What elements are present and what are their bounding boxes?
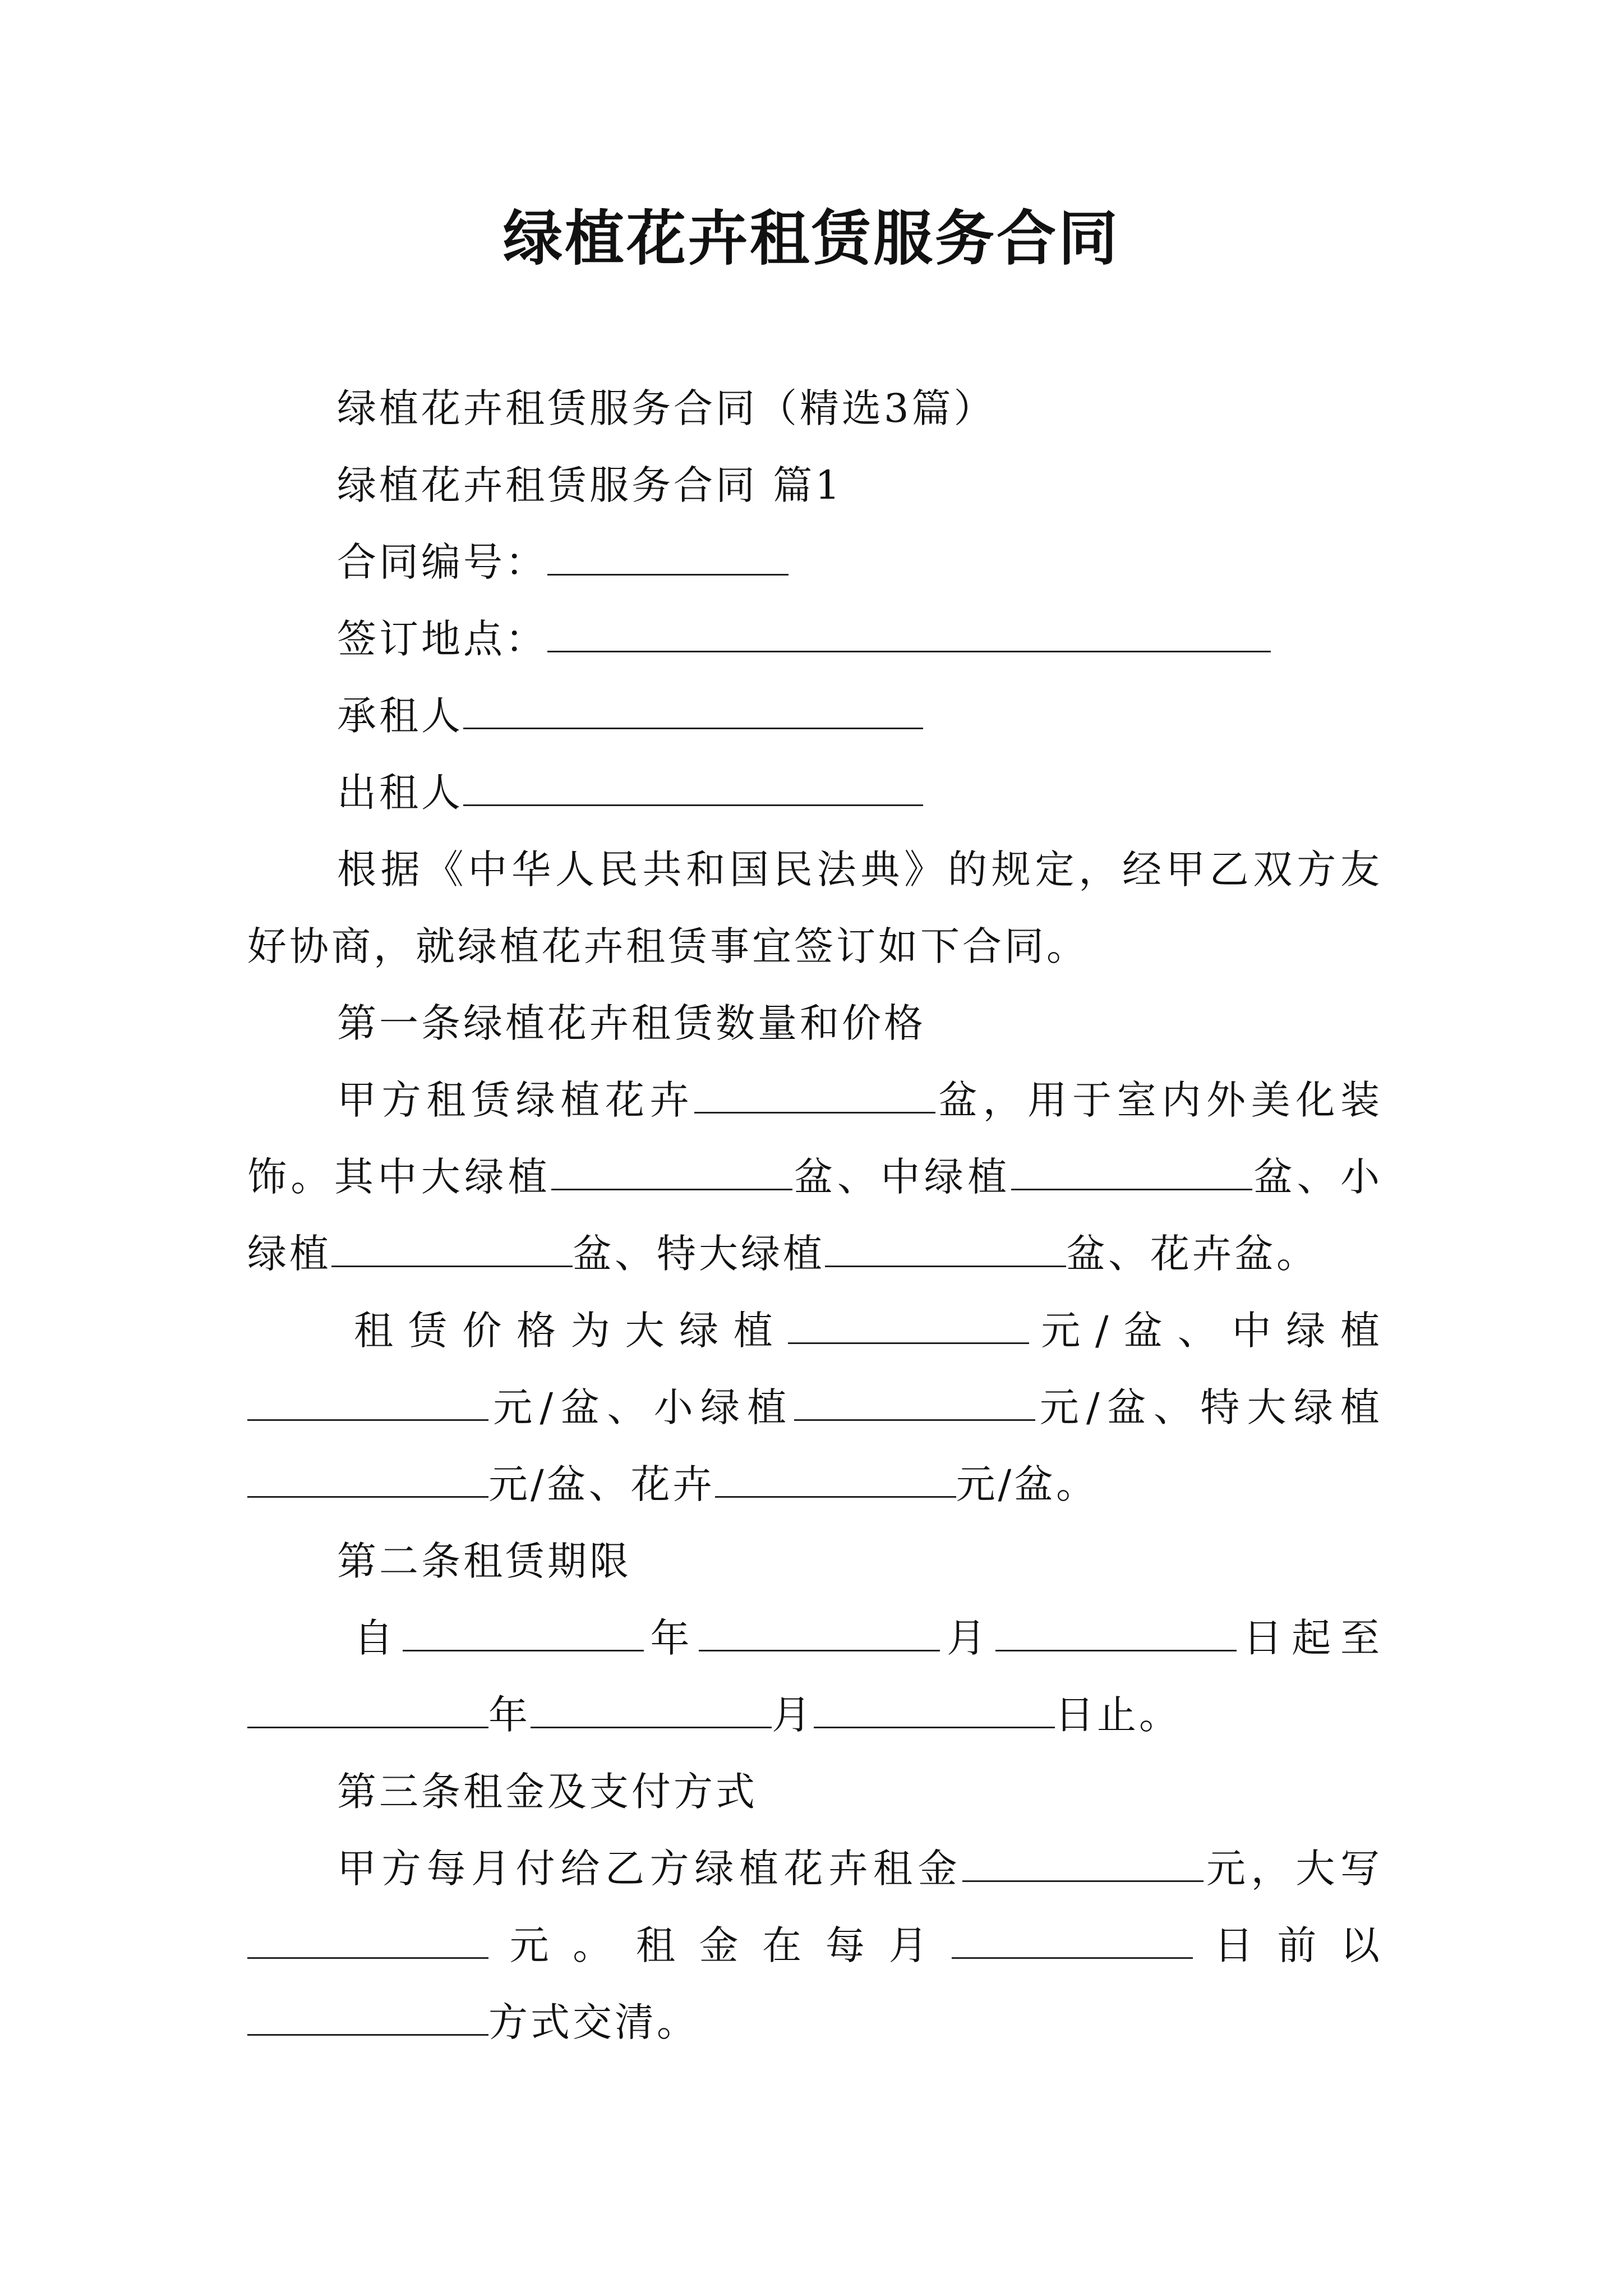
contract-number-line: 合同编号：	[247, 524, 1382, 601]
lessor-line: 出租人	[247, 754, 1382, 831]
contract-number-blank	[547, 538, 789, 576]
lessor-blank	[463, 769, 923, 806]
subtitle: 绿植花卉租赁服务合同（精选3篇）	[337, 385, 996, 431]
document-body	[247, 370, 1382, 2061]
article-3-title: 第三条租金及支付方式	[337, 1769, 758, 1815]
article-2-title: 第二条租赁期限	[337, 1538, 631, 1584]
article-2-period: 自 年 月 日起至年 月 日止。	[247, 1600, 1382, 1754]
intro-paragraph: 根据《中华人民共和国民法典》的规定，经甲乙双方友好协商，就绿植花卉租赁事宜签订如下合同。	[247, 846, 1382, 969]
section-heading: 绿植花卉租赁服务合同 篇1	[337, 462, 843, 508]
sign-place-line: 签订地点：	[247, 601, 1382, 678]
article-1-title: 第一条绿植花卉租赁数量和价格	[337, 1000, 926, 1046]
lessee-line: 承租人	[247, 678, 1382, 754]
lessee-blank	[463, 692, 923, 729]
article-1-quantity: 甲方租赁绿植花卉 盆，用于室内外美化装饰。其中大绿植 盆、中绿植 盆、小绿植 盆、特大绿植 盆、花卉盆。	[247, 1077, 1383, 1277]
document-title: 绿植花卉租赁服务合同	[503, 203, 1120, 273]
article-3-payment: 甲方每月付给乙方绿植花卉租金 元，大写元。租金在每月 日前以方式交清。	[247, 1830, 1382, 2061]
sign-place-blank	[547, 615, 1271, 652]
article-1-price: 租赁价格为大绿植 元/盆、中绿植元/盆、小绿植 元/盆、特大绿植元/盆、花卉 元/盆。	[247, 1292, 1382, 1523]
